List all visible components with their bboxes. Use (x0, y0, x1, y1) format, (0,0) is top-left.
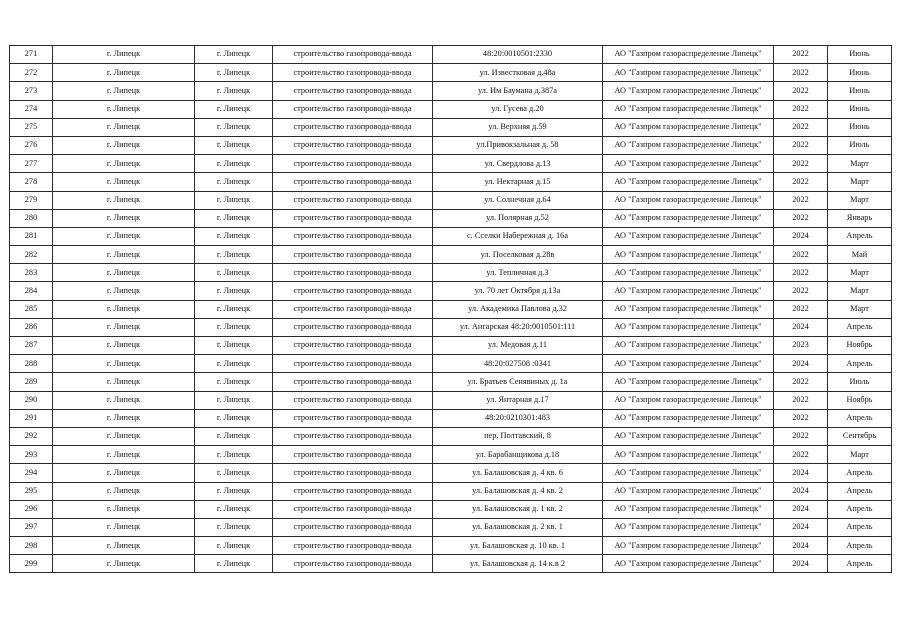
cell-organization: АО "Газпром газораспределение Липецк" (603, 264, 774, 282)
cell-year: 2022 (774, 282, 828, 300)
cell-address: ул. Балашовская д. 14 к.в 2 (433, 555, 603, 573)
cell-organization: АО "Газпром газораспределение Липецк" (603, 64, 774, 82)
cell-municipality: г. Липецк (53, 264, 195, 282)
cell-work-type: строительство газопровода-ввода (273, 64, 433, 82)
cell-work-type: строительство газопровода-ввода (273, 100, 433, 118)
cell-work-type: строительство газопровода-ввода (273, 46, 433, 64)
cell-month: Апрель (828, 355, 892, 373)
cell-year: 2024 (774, 555, 828, 573)
cell-row-number: 286 (10, 318, 53, 336)
cell-year: 2024 (774, 464, 828, 482)
cell-month: Март (828, 191, 892, 209)
cell-month: Апрель (828, 318, 892, 336)
cell-row-number: 296 (10, 500, 53, 518)
table-row (10, 64, 892, 82)
cell-address: ул.Привокзальная д. 58 (433, 136, 603, 154)
cell-address: 48:20:0010501:2330 (433, 46, 603, 64)
cell-settlement: г. Липецк (195, 355, 273, 373)
cell-municipality: г. Липецк (53, 337, 195, 355)
cell-settlement: г. Липецк (195, 136, 273, 154)
cell-settlement: г. Липецк (195, 446, 273, 464)
table-row (10, 136, 892, 154)
cell-settlement: г. Липецк (195, 173, 273, 191)
cell-organization: АО "Газпром газораспределение Липецк" (603, 446, 774, 464)
cell-work-type: строительство газопровода-ввода (273, 537, 433, 555)
cell-row-number: 281 (10, 227, 53, 245)
cell-work-type: строительство газопровода-ввода (273, 227, 433, 245)
cell-settlement: г. Липецк (195, 155, 273, 173)
cell-organization: АО "Газпром газораспределение Липецк" (603, 355, 774, 373)
cell-month: Сентябрь (828, 427, 892, 445)
cell-year: 2022 (774, 209, 828, 227)
cell-work-type: строительство газопровода-ввода (273, 155, 433, 173)
cell-month: Апрель (828, 518, 892, 536)
cell-settlement: г. Липецк (195, 537, 273, 555)
cell-year: 2022 (774, 118, 828, 136)
cell-work-type: строительство газопровода-ввода (273, 409, 433, 427)
cell-address: ул. Тепличная д.3 (433, 264, 603, 282)
cell-year: 2024 (774, 500, 828, 518)
table-row (10, 355, 892, 373)
table-row (10, 427, 892, 445)
table-row (10, 337, 892, 355)
cell-municipality: г. Липецк (53, 191, 195, 209)
cell-settlement: г. Липецк (195, 282, 273, 300)
cell-work-type: строительство газопровода-ввода (273, 264, 433, 282)
cell-row-number: 272 (10, 64, 53, 82)
cell-settlement: г. Липецк (195, 100, 273, 118)
cell-row-number: 285 (10, 300, 53, 318)
cell-month: Июль (828, 373, 892, 391)
cell-organization: АО "Газпром газораспределение Липецк" (603, 136, 774, 154)
cell-month: Апрель (828, 500, 892, 518)
cell-municipality: г. Липецк (53, 118, 195, 136)
cell-work-type: строительство газопровода-ввода (273, 209, 433, 227)
cell-year: 2024 (774, 537, 828, 555)
cell-municipality: г. Липецк (53, 46, 195, 64)
cell-municipality: г. Липецк (53, 518, 195, 536)
cell-month: Март (828, 155, 892, 173)
cell-organization: АО "Газпром газораспределение Липецк" (603, 118, 774, 136)
cell-organization: АО "Газпром газораспределение Липецк" (603, 227, 774, 245)
table-row (10, 537, 892, 555)
cell-year: 2022 (774, 373, 828, 391)
cell-settlement: г. Липецк (195, 46, 273, 64)
cell-municipality: г. Липецк (53, 482, 195, 500)
table-row (10, 227, 892, 245)
cell-month: Апрель (828, 227, 892, 245)
cell-row-number: 289 (10, 373, 53, 391)
cell-year: 2022 (774, 264, 828, 282)
cell-work-type: строительство газопровода-ввода (273, 82, 433, 100)
cell-organization: АО "Газпром газораспределение Липецк" (603, 173, 774, 191)
cell-municipality: г. Липецк (53, 282, 195, 300)
cell-organization: АО "Газпром газораспределение Липецк" (603, 391, 774, 409)
cell-row-number: 292 (10, 427, 53, 445)
cell-month: Ноябрь (828, 391, 892, 409)
cell-municipality: г. Липецк (53, 64, 195, 82)
cell-row-number: 271 (10, 46, 53, 64)
cell-settlement: г. Липецк (195, 264, 273, 282)
cell-row-number: 298 (10, 537, 53, 555)
cell-month: Апрель (828, 464, 892, 482)
table-row (10, 155, 892, 173)
cell-address: ул. Балашовская д. 2 кв. 1 (433, 518, 603, 536)
cell-row-number: 283 (10, 264, 53, 282)
cell-row-number: 280 (10, 209, 53, 227)
cell-year: 2022 (774, 173, 828, 191)
cell-municipality: г. Липецк (53, 227, 195, 245)
table-row (10, 518, 892, 536)
table-row (10, 100, 892, 118)
cell-organization: АО "Газпром газораспределение Липецк" (603, 155, 774, 173)
cell-year: 2022 (774, 391, 828, 409)
table-row (10, 300, 892, 318)
cell-address: ул. Полярная д.52 (433, 209, 603, 227)
cell-settlement: г. Липецк (195, 427, 273, 445)
cell-row-number: 299 (10, 555, 53, 573)
cell-address: ул. Медовая д.11 (433, 337, 603, 355)
cell-year: 2023 (774, 337, 828, 355)
cell-month: Июнь (828, 64, 892, 82)
cell-work-type: строительство газопровода-ввода (273, 373, 433, 391)
cell-address: ул. Янтарная д.17 (433, 391, 603, 409)
cell-municipality: г. Липецк (53, 555, 195, 573)
cell-settlement: г. Липецк (195, 518, 273, 536)
cell-year: 2024 (774, 355, 828, 373)
cell-work-type: строительство газопровода-ввода (273, 337, 433, 355)
cell-row-number: 293 (10, 446, 53, 464)
cell-year: 2022 (774, 46, 828, 64)
table-row (10, 173, 892, 191)
cell-municipality: г. Липецк (53, 464, 195, 482)
cell-work-type: строительство газопровода-ввода (273, 446, 433, 464)
cell-work-type: строительство газопровода-ввода (273, 318, 433, 336)
cell-address: ул. Поселковая д.28в (433, 246, 603, 264)
cell-work-type: строительство газопровода-ввода (273, 427, 433, 445)
cell-settlement: г. Липецк (195, 209, 273, 227)
table-row (10, 118, 892, 136)
table-row (10, 209, 892, 227)
cell-municipality: г. Липецк (53, 82, 195, 100)
cell-work-type: строительство газопровода-ввода (273, 518, 433, 536)
cell-month: Март (828, 173, 892, 191)
cell-organization: АО "Газпром газораспределение Липецк" (603, 482, 774, 500)
cell-month: Март (828, 282, 892, 300)
cell-month: Апрель (828, 482, 892, 500)
cell-municipality: г. Липецк (53, 155, 195, 173)
cell-settlement: г. Липецк (195, 409, 273, 427)
cell-organization: АО "Газпром газораспределение Липецк" (603, 209, 774, 227)
table-row (10, 46, 892, 64)
cell-municipality: г. Липецк (53, 537, 195, 555)
cell-row-number: 279 (10, 191, 53, 209)
cell-work-type: строительство газопровода-ввода (273, 355, 433, 373)
cell-address: ул. Солнечная д.64 (433, 191, 603, 209)
cell-month: Июнь (828, 118, 892, 136)
cell-address: ул. Им Баумана д.387а (433, 82, 603, 100)
cell-address: ул. Гусева д.20 (433, 100, 603, 118)
cell-settlement: г. Липецк (195, 300, 273, 318)
cell-organization: АО "Газпром газораспределение Липецк" (603, 282, 774, 300)
cell-row-number: 297 (10, 518, 53, 536)
cell-address: ул. Свердлова д.13 (433, 155, 603, 173)
cell-work-type: строительство газопровода-ввода (273, 118, 433, 136)
cell-address: ул. Верхняя д.59 (433, 118, 603, 136)
cell-address: ул. Барабанщикова д.18 (433, 446, 603, 464)
cell-municipality: г. Липецк (53, 136, 195, 154)
table-row (10, 464, 892, 482)
cell-address: ул. Ангарская 48:20:0010501:111 (433, 318, 603, 336)
cell-year: 2022 (774, 300, 828, 318)
cell-work-type: строительство газопровода-ввода (273, 246, 433, 264)
cell-municipality: г. Липецк (53, 391, 195, 409)
cell-row-number: 291 (10, 409, 53, 427)
cell-address: с. Сселки Набережная д. 16а (433, 227, 603, 245)
cell-year: 2022 (774, 191, 828, 209)
cell-row-number: 276 (10, 136, 53, 154)
table-body (10, 46, 892, 573)
cell-row-number: 282 (10, 246, 53, 264)
cell-organization: АО "Газпром газораспределение Липецк" (603, 191, 774, 209)
cell-settlement: г. Липецк (195, 191, 273, 209)
cell-year: 2022 (774, 82, 828, 100)
cell-work-type: строительство газопровода-ввода (273, 500, 433, 518)
cell-row-number: 278 (10, 173, 53, 191)
cell-settlement: г. Липецк (195, 500, 273, 518)
table-row (10, 555, 892, 573)
cell-municipality: г. Липецк (53, 100, 195, 118)
cell-municipality: г. Липецк (53, 209, 195, 227)
table-row (10, 446, 892, 464)
table-row (10, 373, 892, 391)
cell-row-number: 290 (10, 391, 53, 409)
cell-settlement: г. Липецк (195, 246, 273, 264)
cell-address: ул. Балашовская д. 4 кв. 2 (433, 482, 603, 500)
cell-year: 2022 (774, 446, 828, 464)
cell-row-number: 288 (10, 355, 53, 373)
cell-municipality: г. Липецк (53, 500, 195, 518)
cell-organization: АО "Газпром газораспределение Липецк" (603, 246, 774, 264)
cell-month: Январь (828, 209, 892, 227)
cell-work-type: строительство газопровода-ввода (273, 391, 433, 409)
cell-organization: АО "Газпром газораспределение Липецк" (603, 300, 774, 318)
cell-organization: АО "Газпром газораспределение Липецк" (603, 427, 774, 445)
cell-municipality: г. Липецк (53, 318, 195, 336)
cell-settlement: г. Липецк (195, 464, 273, 482)
cell-month: Март (828, 264, 892, 282)
cell-year: 2024 (774, 227, 828, 245)
cell-municipality: г. Липецк (53, 427, 195, 445)
gas-pipeline-table (9, 45, 892, 573)
cell-organization: АО "Газпром газораспределение Липецк" (603, 82, 774, 100)
table-row (10, 318, 892, 336)
cell-month: Март (828, 300, 892, 318)
cell-row-number: 274 (10, 100, 53, 118)
cell-settlement: г. Липецк (195, 82, 273, 100)
cell-row-number: 295 (10, 482, 53, 500)
cell-organization: АО "Газпром газораспределение Липецк" (603, 318, 774, 336)
cell-address: пер. Полтавский, 8 (433, 427, 603, 445)
cell-address: 48:20:0210301:483 (433, 409, 603, 427)
cell-work-type: строительство газопровода-ввода (273, 300, 433, 318)
cell-row-number: 273 (10, 82, 53, 100)
cell-settlement: г. Липецк (195, 555, 273, 573)
cell-row-number: 284 (10, 282, 53, 300)
cell-organization: АО "Газпром газораспределение Липецк" (603, 373, 774, 391)
cell-year: 2024 (774, 318, 828, 336)
cell-work-type: строительство газопровода-ввода (273, 173, 433, 191)
cell-month: Июнь (828, 100, 892, 118)
cell-month: Ноябрь (828, 337, 892, 355)
cell-municipality: г. Липецк (53, 246, 195, 264)
cell-settlement: г. Липецк (195, 391, 273, 409)
table-row (10, 246, 892, 264)
cell-year: 2022 (774, 100, 828, 118)
cell-month: Апрель (828, 555, 892, 573)
cell-settlement: г. Липецк (195, 482, 273, 500)
cell-year: 2022 (774, 246, 828, 264)
cell-row-number: 277 (10, 155, 53, 173)
cell-month: Июль (828, 136, 892, 154)
cell-work-type: строительство газопровода-ввода (273, 282, 433, 300)
table-row (10, 500, 892, 518)
cell-settlement: г. Липецк (195, 373, 273, 391)
cell-month: Июнь (828, 46, 892, 64)
cell-row-number: 287 (10, 337, 53, 355)
cell-municipality: г. Липецк (53, 355, 195, 373)
cell-municipality: г. Липецк (53, 173, 195, 191)
cell-address: 48:20:027508 :0341 (433, 355, 603, 373)
cell-address: ул. Нектарная д.15 (433, 173, 603, 191)
cell-year: 2022 (774, 427, 828, 445)
table-row (10, 482, 892, 500)
cell-settlement: г. Липецк (195, 227, 273, 245)
cell-month: Апрель (828, 409, 892, 427)
cell-month: Март (828, 446, 892, 464)
cell-year: 2024 (774, 518, 828, 536)
table-row (10, 391, 892, 409)
cell-work-type: строительство газопровода-ввода (273, 555, 433, 573)
cell-settlement: г. Липецк (195, 64, 273, 82)
cell-organization: АО "Газпром газораспределение Липецк" (603, 464, 774, 482)
cell-row-number: 294 (10, 464, 53, 482)
cell-work-type: строительство газопровода-ввода (273, 482, 433, 500)
cell-year: 2022 (774, 155, 828, 173)
cell-address: ул. Известковая д.48а (433, 64, 603, 82)
cell-address: ул. Балашовская д. 4 кв. 6 (433, 464, 603, 482)
cell-work-type: строительство газопровода-ввода (273, 464, 433, 482)
cell-organization: АО "Газпром газораспределение Липецк" (603, 100, 774, 118)
cell-address: ул. 70 лет Октября д.13а (433, 282, 603, 300)
cell-address: ул. Балашовская д. 10 кв. 1 (433, 537, 603, 555)
cell-address: ул. Братьев Сенявиных д. 1а (433, 373, 603, 391)
cell-year: 2022 (774, 409, 828, 427)
cell-settlement: г. Липецк (195, 118, 273, 136)
cell-municipality: г. Липецк (53, 446, 195, 464)
cell-settlement: г. Липецк (195, 337, 273, 355)
cell-municipality: г. Липецк (53, 373, 195, 391)
table-row (10, 82, 892, 100)
cell-organization: АО "Газпром газораспределение Липецк" (603, 46, 774, 64)
cell-settlement: г. Липецк (195, 318, 273, 336)
cell-organization: АО "Газпром газораспределение Липецк" (603, 500, 774, 518)
cell-organization: АО "Газпром газораспределение Липецк" (603, 518, 774, 536)
table-row (10, 191, 892, 209)
cell-year: 2024 (774, 482, 828, 500)
cell-year: 2022 (774, 136, 828, 154)
cell-organization: АО "Газпром газораспределение Липецк" (603, 409, 774, 427)
table-row (10, 282, 892, 300)
cell-month: Апрель (828, 537, 892, 555)
cell-municipality: г. Липецк (53, 409, 195, 427)
cell-address: ул. Академика Павлова д.32 (433, 300, 603, 318)
cell-work-type: строительство газопровода-ввода (273, 191, 433, 209)
table-row (10, 264, 892, 282)
cell-row-number: 275 (10, 118, 53, 136)
cell-organization: АО "Газпром газораспределение Липецк" (603, 337, 774, 355)
table-row (10, 409, 892, 427)
cell-month: Июнь (828, 82, 892, 100)
cell-work-type: строительство газопровода-ввода (273, 136, 433, 154)
cell-municipality: г. Липецк (53, 300, 195, 318)
cell-address: ул. Балашовская д. 1 кв. 2 (433, 500, 603, 518)
cell-month: Май (828, 246, 892, 264)
cell-organization: АО "Газпром газораспределение Липецк" (603, 537, 774, 555)
cell-year: 2022 (774, 64, 828, 82)
cell-organization: АО "Газпром газораспределение Липецк" (603, 555, 774, 573)
